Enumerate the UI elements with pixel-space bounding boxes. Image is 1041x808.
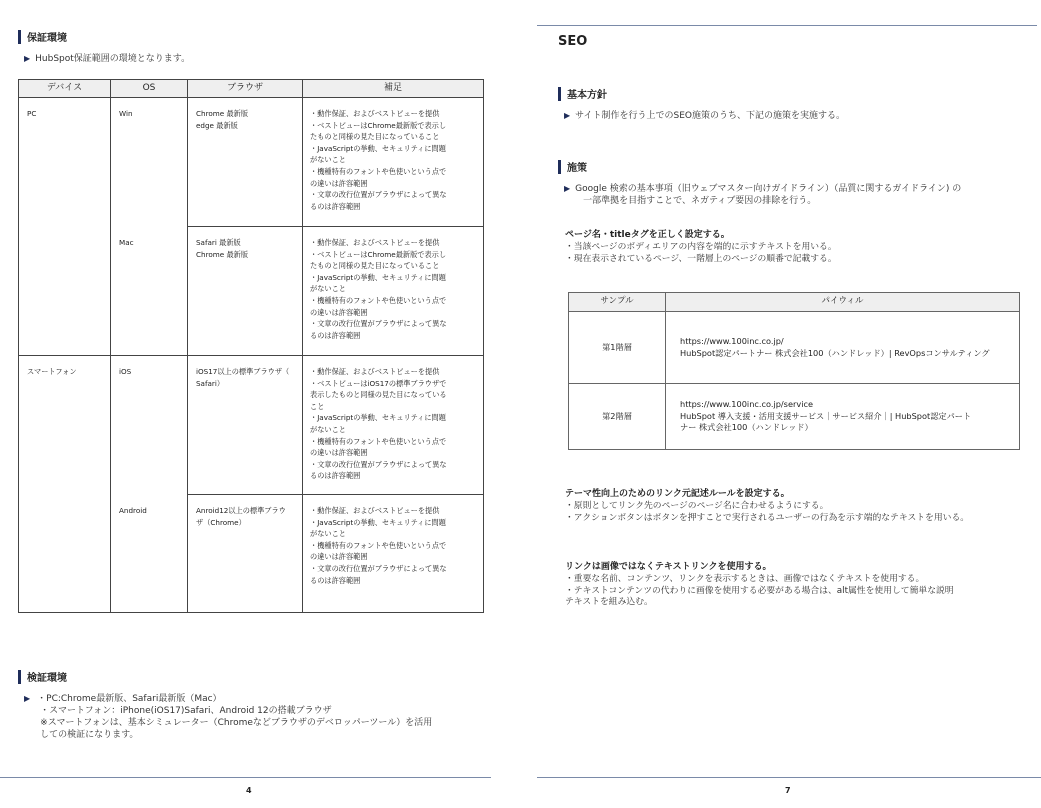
note-line: の違いは許容範囲 — [310, 448, 368, 458]
measures-line: Google 検索の基本事項（旧ウェブマスター向けガイドライン）（品質に関するガイドライン) の — [575, 184, 962, 194]
note-line: ・ベストビューはChrome最新版で表示し — [310, 120, 447, 130]
page-title-rule-heading: ページ名・titleタグを正しく設定する。 — [565, 230, 730, 240]
note-line: ・文章の改行位置がブラウザによって異な — [310, 563, 447, 573]
note-line: たものと同様の見た目になっていること — [310, 132, 440, 142]
col-header-browser: ブラウザ — [188, 80, 303, 98]
text-link-rule-body — [565, 574, 954, 609]
example-cell — [666, 312, 1020, 384]
rule-line: ・アクションボタンはボタンを押すことで実行されるユーザーの行為を示す端的なテキストを用いる。 — [565, 512, 970, 523]
os-cell — [111, 98, 188, 227]
os-text: Win — [119, 109, 133, 118]
browser-text: Safari 最新版 — [196, 238, 241, 247]
heading-text: 基本方針 — [567, 90, 607, 101]
note-line: ・文章の改行位置がブラウザによって異な — [310, 459, 447, 469]
sample-header-row — [569, 293, 1020, 312]
device-cell — [19, 98, 111, 227]
triangle-bullet-icon: ▶ — [564, 111, 571, 120]
sample-table — [568, 292, 1020, 450]
policy-lead — [564, 110, 845, 122]
example-url: https://www.100inc.co.jp/service — [680, 399, 814, 410]
col-header-sample: サンプル — [569, 293, 666, 312]
heading-text: 保証環境 — [27, 33, 67, 44]
link-rule-heading: テーマ性向上のためのリンク元記述ルールを設定する。 — [565, 489, 790, 499]
measures-line: 一部準拠を目指すことで、ネガティブ要因の排除を行う。 — [583, 196, 817, 206]
page-left — [0, 0, 500, 808]
table-row — [19, 356, 484, 495]
browser-cell — [188, 495, 303, 613]
col-header-device: デバイス — [19, 80, 111, 98]
triangle-bullet-icon: ▶ — [564, 184, 571, 193]
note-line: ・動作保証、およびベストビューを提供 — [310, 109, 440, 118]
note-line: の違いは許容範囲 — [310, 178, 368, 188]
heading-bar — [18, 670, 21, 684]
lead-text: サイト制作を行う上でのSEO施策のうち、下記の施策を実施する。 — [575, 111, 846, 121]
note-line: の違いは許容範囲 — [310, 307, 368, 317]
os-cell — [111, 495, 188, 613]
device-text: スマートフォン — [27, 367, 77, 376]
browser-text: iOS17以上の標準ブラウザ（ — [196, 367, 290, 376]
browser-text: ザ（Chrome） — [196, 517, 246, 527]
page-title: SEO — [558, 34, 588, 49]
verification-line: しての検証になります。 — [40, 730, 139, 740]
table-row — [569, 312, 1020, 384]
heading-bar — [558, 160, 561, 174]
example-title: HubSpot認定パートナー 株式会社100（ハンドレッド）| RevOpsコンサルティング — [680, 347, 990, 358]
verification-line: ・スマートフォン：iPhone(iOS17)Safari、Android 12の搭載ブラウザ — [40, 706, 332, 716]
measures-lead — [564, 183, 961, 207]
section-heading-verification — [18, 669, 67, 684]
device-text: PC — [27, 109, 37, 118]
os-cell — [111, 227, 188, 356]
browser-text: edge 最新版 — [196, 120, 238, 130]
level-cell: 第2階層 — [569, 384, 666, 450]
browser-cell — [188, 98, 303, 227]
verification-line: ※スマートフォンは、基本シミュレーター（Chromeなどブラウザのデベロッパーツール）を活用 — [40, 718, 433, 728]
page-number: 7 — [785, 786, 791, 795]
table-row — [19, 495, 484, 613]
table-row — [569, 384, 1020, 450]
note-line: ・文章の改行位置がブラウザによって異な — [310, 190, 447, 200]
browser-text: Chrome 最新版 — [196, 249, 249, 259]
note-line: るのは許容範囲 — [310, 575, 361, 585]
browser-text: Anroid12以上の標準ブラウ — [196, 506, 286, 515]
text-link-rule-heading: リンクは画像ではなくテキストリンクを使用する。 — [565, 562, 772, 572]
browser-cell — [188, 356, 303, 495]
notes-cell — [303, 98, 484, 227]
device-cell — [19, 495, 111, 613]
note-line: ・ベストビューはChrome最新版で表示し — [310, 249, 447, 259]
note-line: がないこと — [310, 284, 346, 294]
warranty-lead — [24, 53, 190, 65]
link-rule-body — [565, 501, 969, 524]
device-cell — [19, 356, 111, 495]
note-line: がないこと — [310, 155, 346, 165]
section-heading-policy — [558, 86, 607, 101]
lead-text: HubSpot保証範囲の環境となります。 — [35, 54, 191, 64]
note-line: ・機種特有のフォントや色使いという点で — [310, 436, 447, 446]
rule-line: ・重要な名前、コンテンツ、リンクを表示するときは、画像ではなくテキストを使用する。 — [565, 574, 925, 584]
notes-cell — [303, 495, 484, 613]
note-line: の違いは許容範囲 — [310, 552, 368, 562]
col-header-example: パイウィル — [666, 293, 1020, 312]
heading-text: 施策 — [567, 163, 587, 174]
example-title: HubSpot 導入支援・活用支援サービス｜サービス紹介｜| HubSpot認定パート — [680, 410, 972, 421]
example-cell — [666, 384, 1020, 450]
note-line: ・JavaScriptの挙動、セキュリティに問題 — [310, 143, 446, 153]
table-row — [19, 227, 484, 356]
note-line: るのは許容範囲 — [310, 330, 361, 340]
footer-rule — [537, 777, 1041, 778]
note-line: がないこと — [310, 424, 346, 434]
note-line: るのは許容範囲 — [310, 201, 361, 211]
note-line: 表示したものと同様の見た目になっている — [310, 390, 447, 400]
triangle-bullet-icon: ▶ — [24, 694, 31, 703]
page-title-rule-body — [565, 242, 837, 265]
device-cell — [19, 227, 111, 356]
notes-cell — [303, 227, 484, 356]
verification-line: ・PC:Chrome最新版、Safari最新版（Mac） — [37, 694, 222, 704]
table-header-row — [19, 80, 484, 98]
note-line: ・機種特有のフォントや色使いという点で — [310, 166, 447, 176]
col-header-os: OS — [111, 80, 188, 98]
note-line: ・機種特有のフォントや色使いという点で — [310, 295, 447, 305]
level-cell: 第1階層 — [569, 312, 666, 384]
os-text: Mac — [119, 237, 134, 247]
example-url: https://www.100inc.co.jp/ — [680, 336, 784, 346]
browser-text: Safari） — [196, 378, 225, 388]
note-line: ・JavaScriptの挙動、セキュリティに問題 — [310, 517, 446, 527]
note-line: ・動作保証、およびベストビューを提供 — [310, 367, 440, 376]
rule-line: ・テキストコンテンツの代わりに画像を使用する必要がある場合は、alt属性を使用して簡単な説明 — [565, 585, 954, 596]
header-rule — [537, 25, 1037, 26]
section-heading-measures — [558, 159, 587, 174]
browser-cell — [188, 227, 303, 356]
os-cell — [111, 356, 188, 495]
note-line: こと — [310, 401, 325, 411]
rule-line: ・原則としてリンク先のページのページ名に合わせるようにする。 — [565, 501, 829, 511]
example-title: ナー 株式会社100（ハンドレッド） — [680, 422, 813, 433]
heading-text: 検証環境 — [27, 673, 67, 684]
verification-list — [24, 693, 432, 741]
browser-text: Chrome 最新版 — [196, 109, 249, 118]
footer-rule — [0, 777, 491, 778]
environment-table — [18, 79, 484, 613]
note-line: るのは許容範囲 — [310, 471, 361, 481]
note-line: ・動作保証、およびベストビューを提供 — [310, 506, 440, 515]
os-text: Android — [119, 505, 147, 515]
note-line: たものと同様の見た目になっていること — [310, 261, 440, 271]
note-line: がないこと — [310, 529, 346, 539]
section-heading-warranty — [18, 29, 67, 44]
rule-line: テキストを組み込む。 — [565, 597, 653, 607]
note-line: ・JavaScriptの挙動、セキュリティに問題 — [310, 413, 446, 423]
notes-cell — [303, 356, 484, 495]
heading-bar — [18, 30, 21, 44]
triangle-bullet-icon: ▶ — [24, 54, 31, 63]
rule-line: ・現在表示されているページ、一階層上のページの順番で記載する。 — [565, 253, 837, 264]
rule-line: ・当該ページのボディエリアの内容を端的に示すテキストを用いる。 — [565, 242, 837, 252]
col-header-notes: 補足 — [303, 80, 484, 98]
page-number: 4 — [246, 786, 252, 795]
note-line: ・文章の改行位置がブラウザによって異な — [310, 319, 447, 329]
page-right — [537, 0, 1041, 808]
heading-bar — [558, 87, 561, 101]
table-row — [19, 98, 484, 227]
note-line: ・動作保証、およびベストビューを提供 — [310, 238, 440, 247]
note-line: ・JavaScriptの挙動、セキュリティに問題 — [310, 272, 446, 282]
note-line: ・機種特有のフォントや色使いという点で — [310, 540, 447, 550]
os-text: iOS — [119, 367, 132, 376]
note-line: ・ベストビューはiOS17の標準ブラウザで — [310, 378, 447, 388]
